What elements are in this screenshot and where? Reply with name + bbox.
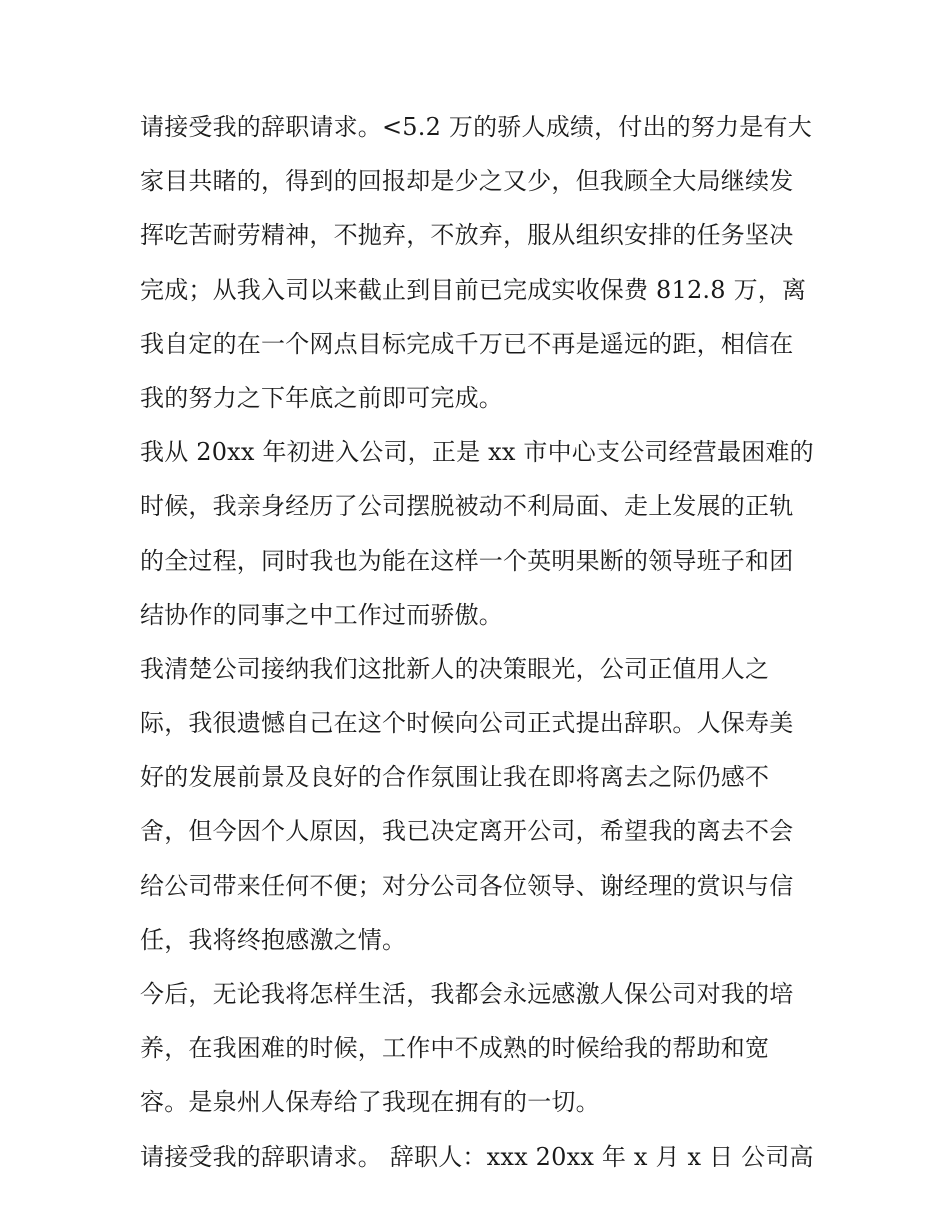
text-line: 的全过程，同时我也为能在这样一个英明果断的领导班子和团 <box>140 546 794 575</box>
text-line: 请接受我的辞职请求。 辞职人：xxx 20xx 年 x 月 x 日 公司高 <box>140 1142 814 1171</box>
text-line: 容。是泉州人保寿给了我现在拥有的一切。 <box>140 1088 600 1117</box>
text-line: 结协作的同事之中工作过而骄傲。 <box>140 600 503 629</box>
text-line: 给公司带来任何不便；对分公司各位领导、谢经理的赏识与信 <box>140 871 794 900</box>
text-line: 任，我将终抱感激之情。 <box>140 925 407 954</box>
text-line: 好的发展前景及良好的合作氛围让我在即将离去之际仍感不 <box>140 763 770 792</box>
document-body <box>140 100 820 1184</box>
text-line: 舍，但今因个人原因，我已决定离开公司，希望我的离去不会 <box>140 817 794 846</box>
text-line: 际，我很遗憾自己在这个时候向公司正式提出辞职。人保寿美 <box>140 709 794 738</box>
text-line: 我的努力之下年底之前即可完成。 <box>140 383 503 412</box>
text-line: 我从 20xx 年初进入公司，正是 xx 市中心支公司经营最困难的 <box>140 438 814 467</box>
text-line: 时候，我亲身经历了公司摆脱被动不利局面、走上发展的正轨 <box>140 492 794 521</box>
text-line: 请接受我的辞职请求。<5.2 万的骄人成绩，付出的努力是有大 <box>140 113 812 141</box>
text-line: 家目共睹的，得到的回报却是少之又少，但我顾全大局继续发 <box>140 167 794 196</box>
text-line: 今后，无论我将怎样生活，我都会永远感激人保公司对我的培 <box>140 980 794 1008</box>
text-line: 完成；从我入司以来截止到目前已完成实收保费 812.8 万，离 <box>140 275 807 304</box>
text-line: 我自定的在一个网点目标完成千万已不再是遥远的距，相信在 <box>140 329 794 358</box>
text-line: 我清楚公司接纳我们这批新人的决策眼光，公司正值用人之 <box>140 654 770 683</box>
text-line: 挥吃苦耐劳精神，不抛弃，不放弃，服从组织安排的任务坚决 <box>140 221 794 250</box>
text-line: 养，在我困难的时候，工作中不成熟的时候给我的帮助和宽 <box>140 1034 770 1063</box>
